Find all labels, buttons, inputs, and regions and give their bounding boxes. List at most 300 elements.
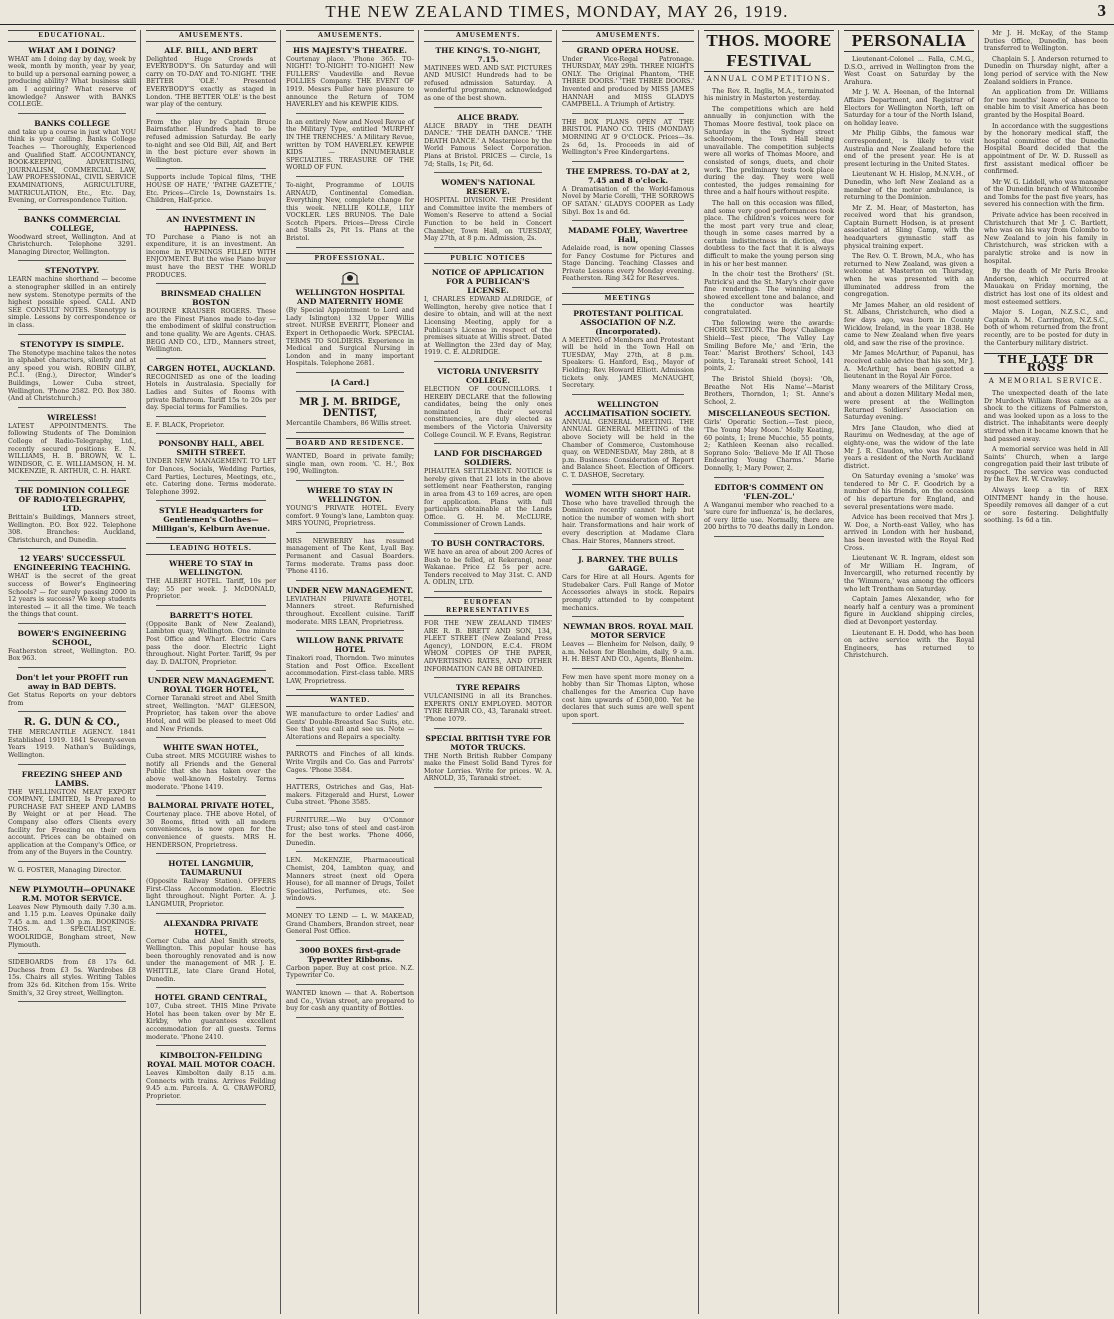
ad-body-text: BOURNE KRAUSER ROGERS. These are the Finest Pianos made to-day — the embodiment of skilful construction and tone quality. We are Agents. CHAS. BEGG AND CO., LTD., Manners street, Wellington.: [146, 307, 276, 354]
ad-heading: NEW PLYMOUTH—OPUNAKE R.M. MOTOR SERVICE.: [8, 884, 136, 903]
ad-body-text: Courtenay place. 'Phone 365. TO-NIGHT! TO-NIGHT! TO-NIGHT! New FULLERS' Vaudeville and Revue FOLLIES Company. THE EVENT OF 1919. Messrs Fuller have pleasure to announce the Return of TOM HAVERLEY and his KEWPIE KIDS.: [286, 54, 414, 109]
article-paragraph: Mr Philip Gibbs, the famous war correspondent, is likely to visit Australia and New Zealand before the end of the present year. He is at present lecturing in the United States.: [844, 129, 974, 168]
ad-body-text: and take up a course in just what YOU think is your calling. Banks College Teaches — Thoroughly, Experienced and Qualified Staff. ACCOUNTANCY, BOOK-KEEPING, ADVERTISING, JOURNALISM, COMMERCIAL LAW, LAW PROFESSIONAL, CIVIL SERVICE EXAMINATIONS, AGRICULTURE, MATRICULATION, Etc., Etc. Day, Evening, or Correspondence Tuition.: [8, 127, 136, 205]
article-paragraph: The Rev. O. T. Brown, M.A., who has returned to New Zealand, was given a welcome at Masterton on Thursday, when he was presented with an illuminated address from the congregation.: [844, 252, 974, 299]
article-paragraph: Captain James Alexander, who for nearly half a century was a prominent figure in Auckland shipping circles, died at Devonport yesterday.: [844, 595, 974, 626]
ad-separator: [296, 480, 404, 481]
advertisement: [562, 309, 694, 390]
advertisement: [8, 266, 136, 329]
ad-heading: TYRE REPAIRS: [455, 683, 521, 693]
advertisement: [146, 743, 276, 791]
ad-separator: [434, 728, 542, 729]
ad-heading: WOMEN'S NATIONAL RESERVE.: [441, 178, 535, 197]
ad-heading: NEWMAN BROS. ROYAL MAIL MOTOR SERVICE: [563, 622, 693, 641]
ad-body-text: MRS NEWBERRY has resumed management of The Kent, Lyall Bay. Permanent and Casual Boarders. Terms moderate. Trams pass door. 'Phone 4116.: [286, 536, 414, 576]
ad-heading: WHAT AM I DOING?: [28, 45, 116, 55]
advertisement: [8, 486, 136, 544]
advertisement: [286, 636, 414, 685]
column-3: [282, 30, 418, 1314]
section-heading: EUROPEAN REPRESENTATIVES: [424, 597, 552, 616]
advertisement: [286, 397, 414, 428]
advertisement: [146, 119, 276, 165]
advertisement: [286, 453, 414, 476]
article-paragraph: The Bristol Shield (boys): 'Oh, Breathe Not His Name'—Marist Brothers, Thorndon, 1; St. Anne's School, 2.: [704, 374, 834, 406]
ad-separator: [434, 172, 542, 173]
advertisement: [8, 959, 136, 997]
ad-separator: [296, 1017, 404, 1018]
article-paragraph: The competitions which are held annually in conjunction with the Thomas Moore festival, took place on Saturday in the Sydney street schoolroom, the Town Hall being unavailable. The competition subjects were all works of Thomas Moore, and consisted of songs, duets, and choir work. The preliminary tests took place during the day. They were well contested, the judges remaining for three and a half hours without respite.: [704, 104, 834, 197]
ad-heading: SPECIAL BRITISH TYRE FOR MOTOR TRUCKS.: [425, 733, 551, 752]
advertisement: [424, 46, 552, 103]
ad-heading: J. BARNEY. THE BULLS GARAGE.: [578, 555, 678, 574]
ad-heading: BOWER'S ENGINEERING SCHOOL,: [17, 628, 127, 647]
ad-body-text: Under Vice-Regal Patronage. THURSDAY, MAY 29th. THREE NIGHTS ONLY. The Original Phantom, 'THE THREE DOORS.' 'THE THREE DOORS.' Invented and produced by MISS JAMES HANNAH and MISS GLADYS CAMPBELL. A Triumph of Artistry.: [562, 54, 694, 109]
advertisement: [8, 867, 136, 875]
ad-body-text: Corner Taranaki street and Abel Smith street, Wellington. 'MAT' GLEESON, Proprietor, has taken over the above Hotel, and will be pleased to meet Old and New Friends.: [146, 694, 276, 733]
ad-heading: WHITE SWAN HOTEL,: [163, 743, 259, 753]
article-paragraph: Mr James McArthur, of Papanui, has received cable advice that his son, Mr J. A. McArthur, has been gazetted a lieutenant in the Royal Air Force.: [844, 349, 974, 381]
article-paragraph: In the choir test the Brothers' (St. Patrick's) and the St. Mary's choir gave fine renderings. The winning choir showed excellent tone and balance, and the conductor was heartily congratulated.: [704, 270, 834, 317]
advertisement: [286, 857, 414, 903]
ad-heading: ALICE BRADY.: [457, 112, 519, 122]
ad-separator: [434, 361, 542, 362]
ad-separator: [296, 532, 404, 533]
ad-body-text: Leaves Kimbolton daily 8.15 a.m. Connects with trains. Arrives Feilding 9.45 a.m. Parcels. A. G. CRAWFORD, Proprietor.: [146, 1069, 276, 1100]
section-heading: PROFESSIONAL.: [286, 253, 414, 265]
ad-body-text: UNDER NEW MANAGEMENT. TO LET for Dances, Socials, Wedding Parties, Card Parties, Lectures, Meetings, etc., etc. Catering done. Terms moderate. Telephone 3992.: [146, 457, 276, 496]
advertisement: [8, 215, 136, 257]
article-paragraph: Lieutenant E. H. Dodd, who has been on active service with the Royal Engineers, has returned to Christchurch.: [844, 628, 974, 660]
section-heading: AMUSEMENTS.: [424, 30, 552, 42]
column-rule: [698, 30, 699, 1314]
ad-body-text: THE North British Rubber Company make the Finest Solid Band Tyres for Motor Lorries. Write for prices. W. A. ARNOLD, 35, Taranaki street.: [424, 751, 552, 783]
advertisement: [562, 490, 694, 546]
article-paragraph: Lieutenant W. R. Ingram, eldest son of Mr William H. Ingram, of Invercargill, who returned recently by the 'Wimmera,' was among the officers who left Trentham on Saturday.: [844, 554, 974, 593]
ad-separator: [296, 113, 404, 114]
ad-separator: [572, 220, 684, 221]
column-rule: [418, 30, 419, 1314]
ad-separator: [18, 113, 126, 114]
ad-body-text: HATTERS, Ostriches and Gas, Hat-makers. Fitzgerald and Hurst, Lower Cuba street. 'Phone 3585.: [286, 783, 414, 807]
ad-body-text: Cuba street. MRS MCGUIRE wishes to notify all Friends and the General Public that she has taken over the above well-known Hostelry. Terms moderate. 'Phone 1419.: [146, 752, 276, 791]
subheading: ANNUAL COMPETITIONS.: [706, 75, 832, 83]
advertisement: [8, 885, 136, 950]
ad-body-text: WANTED, Board in private family; single man, own room. 'C. H.', Box 190, Wellington.: [286, 452, 414, 476]
advertisement: [146, 559, 276, 601]
ad-separator: [156, 737, 266, 738]
ad-body-text: LEVIATHAN PRIVATE HOTEL, Manners street. Refurnished throughout. Excellent cuisine. Tariff moderate. MRS LEAN, Proprietress.: [286, 594, 414, 626]
section-heading: AMUSEMENTS.: [286, 30, 414, 42]
ad-separator: [434, 787, 542, 788]
ad-heading: LAND FOR DISCHARGED SOLDIERS.: [433, 449, 543, 468]
ad-body-text: (By Special Appointment to Lord and Lady Islington) 132 Upper Willis street. NURSE EVERITT, Pioneer and Expert in Orthopaedic Work. SPECIAL TERMS TO SOLDIERS. Experience in Medical and Surgical Nursing in London and in many important Hospitals. Telephone 2681.: [286, 306, 414, 368]
ad-body-text: WE manufacture to order Ladies' and Gents' Double-Breasted Sac Suits, etc. See that you call and see us. Note — Alterations and Repairs a specialty.: [286, 710, 414, 741]
article-heading: THE LATE DR ROSS: [984, 353, 1108, 374]
ad-separator: [572, 549, 684, 550]
ad-separator: [18, 1001, 126, 1002]
ad-separator: [156, 853, 266, 854]
advertisement: [704, 483, 834, 532]
advertisement: [146, 919, 276, 984]
ad-body-text: Woodward street, Wellington. And at Christchurch. Telephone 3291. Managing Director, Wellington.: [8, 232, 136, 256]
ad-separator: [156, 416, 266, 417]
royal-crest-icon: [339, 268, 361, 286]
ad-separator: [18, 953, 126, 954]
ad-separator: [296, 778, 404, 779]
ad-body-text: In an entirely New and Novel Revue of the Military Type, entitled 'MURPHY IN THE TRENCHES.' A Military Revue, written by TOM HAVERLEY. KEWPIE KIDS — INNUMERABLE SPECIALTIES. TREASURE OF THE WORLD OF FUN.: [286, 117, 414, 172]
ad-body-text: FOR THE 'NEW ZEALAND TIMES' ARE R. B. BRETT AND SON, 134, FLEET STREET (New Zealand Press Agency), LONDON, E.C.4. FROM WHOM COPIES OF THE PAPER, ADVERTISING RATES, AND OTHER INFORMATION CAN BE OBTAINED.: [424, 619, 552, 673]
article-paragraph: Mrs Jane Claudon, who died at Raurimu on Wednesday, at the age of eighty-one, was the widow of the late Mr J. R. Claudon, who was for many years a resident of the North Auckland district.: [844, 423, 974, 470]
ad-separator: [296, 940, 404, 941]
ad-body-text: Leaves — Blenheim for Nelson, daily, 9 a.m. Nelson for Blenheim, daily, 9 a.m. H. H. BEST AND CO., Agents, Blenheim.: [562, 640, 694, 664]
ad-separator: [296, 851, 404, 852]
ad-heading: STENOTYPY IS SIMPLE.: [20, 339, 124, 349]
advertisement: [562, 674, 694, 720]
ad-heading: PROTESTANT POLITICAL ASSOCIATION OF N.Z. (Incorporated).: [573, 308, 683, 336]
ad-separator: [434, 591, 542, 592]
advertisement: [562, 400, 694, 480]
ad-body-text: WHAT is the secret of the great success of Bower's Engineering Schools? — for surely passing 2000 in 12 years is success? We keep students interested — it all the time. We teach the things that count.: [8, 572, 136, 619]
article-paragraph: By the death of Mr Paris Brooke Anderson, which occurred at Mauakau on Friday morning, the district has lost one of its oldest and most esteemed settlers.: [984, 267, 1108, 306]
ad-separator: [572, 668, 684, 669]
ad-body-text: MONEY TO LEND — L. W. MAKEAD, Grand Chambers, Brandon street, near General Post Office.: [286, 911, 414, 936]
column-rule: [838, 30, 839, 1314]
advertisement: [424, 178, 552, 243]
ad-heading: BANKS COLLEGE: [34, 118, 110, 128]
advertisement: [286, 268, 414, 368]
advertisement: [8, 413, 136, 476]
ad-body-text: A Dramatisation of the World-famous Novel by Marie Corelli, 'THE SORROWS OF SATAN.' GLADYS COOPER as Lady Sibyl. Box 1s and 6d.: [562, 184, 694, 216]
ad-separator: [18, 407, 126, 408]
ad-separator: [296, 689, 404, 690]
ad-separator: [156, 913, 266, 914]
advertisement: [8, 340, 136, 403]
ad-body-text: FURNITURE.—We buy O'Connor Trust; also tons of steel and cast-iron for the best works. 'Phone 4066, Dunedin.: [286, 816, 414, 847]
ad-heading: BANKS COMMERCIAL COLLEGE,: [23, 214, 121, 233]
ad-separator: [156, 1045, 266, 1046]
ad-separator: [296, 984, 404, 985]
ad-heading: FREEZING SHEEP AND LAMBS.: [21, 769, 123, 788]
ad-body-text: Cars for Hire at all Hours. Agents for Studebaker Cars. Full Range of Motor Accessories always in stock. Repairs promptly attended to by competent mechanics.: [562, 573, 694, 612]
column-rule: [556, 30, 557, 1314]
article-paragraph: Major S. Logan, N.Z.S.C., and Captain A. M. Carrington, N.Z.S.C., both of whom returned from the front recently, are to be posted for duty in the Canterbury military district.: [984, 308, 1108, 347]
ad-heading: BARRETT'S HOTEL: [169, 610, 253, 620]
advertisement: [424, 620, 552, 673]
ad-body-text: Adelaide road, is now opening Classes for Fancy Costume for Pictures and Stage Dancing. Teaching Classes and Private Lessons every Monday evening. Featherston. Ring 342 for Reserves.: [562, 244, 694, 283]
ad-heading: THE EMPRESS. TO-DAY at 2, 7.45 and 8 o'clock.: [566, 166, 690, 185]
ad-heading: EDITOR'S COMMENT ON 'FLEN-ZOL.': [714, 482, 824, 501]
ad-separator: [156, 987, 266, 988]
ad-separator: [296, 372, 404, 373]
advertisement: [146, 993, 276, 1041]
advertisement: [424, 367, 552, 439]
ad-heading: HOTEL LANGMUIR, TAUMARUNUI: [168, 859, 254, 878]
ad-heading: 12 YEARS' SUCCESSFUL ENGINEERING TEACHING.: [13, 554, 131, 573]
article-paragraph: Mr W. G. Liddell, who was manager of the Dunedin branch of Whitcombe and Tombs for the past five years, has severed his connection with the firm.: [984, 177, 1108, 209]
advertisement: [146, 801, 276, 849]
advertisement: [286, 486, 414, 528]
article-paragraph: Private advice has been received in Christchurch that Mr J. C. Bartlett, who was on his way from Colombo to New Zealand to join his family in Christchurch, was stricken with a paralytic stroke and is now in hospital.: [984, 211, 1108, 265]
ad-body-text: The Stenotype machine takes the notes in alphabet characters, silently and at any speed you wish. ROBIN GILBY, P.C.I. (Eng.), Director, Winder's Buildings, Lower Cuba street, Wellington. 'Phone 2582. P.O. Box 380. (And at Christchurch.): [8, 348, 136, 403]
ad-separator: [434, 533, 542, 534]
article-paragraph: The unexpected death of the late Dr Murdoch William Ross came as a shock to the citizens of Palmerston, and was looked upon as a loss to the district. The inhabitants were deeply stirred when it became known that he had passed away.: [984, 388, 1108, 443]
advertisement: [146, 439, 276, 496]
advertisement: [8, 770, 136, 857]
column-1: [4, 30, 140, 1314]
advertisement: [562, 46, 694, 109]
ad-separator: [296, 580, 404, 581]
article-paragraph: Mr J. H. McKay, of the Stamp Duties Office, Dunedin, has been transferred to Wellington.: [984, 30, 1108, 53]
advertisement: [286, 182, 414, 243]
article-paragraph: An application from Dr. Williams for two months' leave of absence to enable him to visit America has been granted by the Hospital Board.: [984, 88, 1108, 119]
ad-body-text: PARROTS and Finches of all kinds. Write Virgils and Co. Gas and Parrots' Cages. 'Phone 3584.: [286, 750, 414, 774]
ad-body-text: WANTED known — that A. Robertson and Co., Vivian street, are prepared to buy for cash any quantity of Bottles.: [286, 988, 414, 1013]
advertisement: [146, 859, 276, 908]
ad-body-text: W. G. FOSTER, Managing Director.: [8, 865, 122, 874]
ad-body-text: Corner Cuba and Abel Smith streets, Wellington. This popular house has been thoroughly renovated and is now under the management of MR J. E. WHITTLE, late Clare Grand Hotel, Dunedin.: [146, 936, 276, 983]
ad-heading: CARGEN HOTEL, AUCKLAND.: [146, 363, 276, 373]
ad-separator: [156, 358, 266, 359]
ad-separator: [572, 484, 684, 485]
advertisement: [286, 913, 414, 936]
ad-body-text: (Opposite Bank of New Zealand), Lambton quay, Wellington. One minute Post Office and Wharf. Electric Cars pass the door. Electric Light throughout. Night Porter. Tariff, 9s per day. D. DALTON, Proprietor.: [146, 619, 276, 666]
ad-body-text: LEARN machine shorthand — become a stenographer skilled in an entirely new system. Stenotype permits of the highest possible speed. CALL AND SEE CONSULT NOTES. Stenotypy is simple. Lessons by correspondence or in class.: [8, 275, 136, 330]
column-8: [980, 30, 1112, 1314]
ad-separator: [18, 861, 126, 862]
column-6: [700, 30, 838, 1314]
advertisement: [286, 46, 414, 109]
ad-separator: [18, 209, 126, 210]
ad-body-text: TO Purchase a Piano is not an expenditure, it is an investment. An income in EVENINGS FILLED WITH ENJOYMENT. But the wise Piano buyer must have the BEST THE WORLD PRODUCES.: [146, 232, 276, 279]
ad-heading: AN INVESTMENT IN HAPPINESS.: [166, 214, 256, 233]
section-heading: WANTED.: [286, 695, 414, 707]
ad-separator: [714, 536, 824, 537]
ad-separator: [296, 630, 404, 631]
ad-separator: [572, 287, 684, 288]
ad-heading: WIRELESS!: [47, 412, 97, 422]
article-paragraph: The hall on this occasion was filled, and some very good performances took place. The children's voices were for the most part very true and clear, though in some cases marred by a certain indistinctness in diction, due doubtless to the fact that it is always difficult to make the young person sing in his or her best manner.: [704, 198, 834, 268]
ad-separator: [434, 247, 542, 248]
ad-separator: [156, 433, 266, 434]
ad-heading: NOTICE OF APPLICATION FOR A PUBLICAN'S LICENSE.: [431, 268, 545, 296]
feature-heading: THOS. MOORE FESTIVAL: [704, 30, 834, 72]
ad-separator: [572, 394, 684, 395]
advertisement: [146, 289, 276, 354]
ad-body-text: PIHAUTEA SETTLEMENT. NOTICE is hereby given that 21 lots in the above settlement near Featherston, ranging in area from 43 to 169 acres, are open for application. Plans with full particulars obtainable at the Lands Office. G. H. M. McCLURE, Commissioner of Crown Lands.: [424, 467, 552, 529]
advertisement: [704, 409, 834, 472]
ad-separator: [296, 811, 404, 812]
ad-body-text: WE have an area of about 200 Acres of Bush to be felled, at Rekerangi, near Wakanae. Price £2 5s per acre. Tenders received to May 31st. C. AND A. ODLIN, LTD.: [424, 547, 552, 587]
ad-heading: STENOTYPY.: [44, 266, 100, 276]
ad-body-text: Supports include Topical films, 'THE HOUSE OF HATE,' 'PATHE GAZETTE,' Etc. Prices—Circle 1s, Downstairs 1s. Children, Half-price.: [146, 173, 276, 205]
ad-separator: [156, 500, 266, 501]
page-number: 3: [1097, 1, 1106, 20]
ad-separator: [296, 745, 404, 746]
ad-separator: [572, 113, 684, 114]
article-paragraph: The following were the awards: CHOIR SECTION. The Boys' Challenge Shield—Test piece, 'The Valley Lay Smiling Before Me,' and 'Erin, the Tear.' Marist Brothers' School, 143 points, 1; Taranaki street School, 141 points, 2.: [704, 318, 834, 373]
ad-separator: [572, 161, 684, 162]
article-paragraph: A memorial service was held in All Saints' Church, when a large congregation paid their last tribute of respect. The service was conducted by the Rev. H. W. Crawley.: [984, 445, 1108, 484]
ad-heading: VICTORIA UNIVERSITY COLLEGE.: [437, 367, 539, 386]
ad-heading: MADAME FOLEY, Wavertree Hall,: [568, 226, 688, 245]
ad-separator: [156, 283, 266, 284]
advertisement: [562, 226, 694, 283]
ad-body-text: 107, Cuba street. THIS Mine Private Hotel has been taken over by Mr E. Kirkby, who guarantees excellent accommodation for all guests. Terms moderate. 'Phone 2410.: [146, 1002, 276, 1041]
ad-body-text: MATINEES WED. AND SAT. PICTURES AND MUSIC! Hundreds had to be refused admission Saturday. A wonderful programme, acknowledged as one of the best shown.: [424, 63, 552, 102]
ad-body-text: THE BOX PLANS OPEN AT THE BRISTOL PIANO CO. THIS (MONDAY) MORNING AT 9 O'CLOCK. Prices—3s. 2s 6d, 1s. Proceeds in aid of Wellington's Free Kindergartens.: [562, 117, 694, 157]
ad-body-text: THE MERCANTILE AGENCY. 1841 Established 1919. 1841 Seventy-seven Years 1919. Nathan's Buildings, Wellington.: [8, 728, 136, 760]
ad-body-text: HOSPITAL DIVISION. THE President and Committee invite the members of Women's Reserve to attend a Social Function to be held in Concert Chamber, Town Hall, on TUESDAY, May 27th, at 8 p.m. Admission, 2s.: [424, 196, 552, 243]
ad-display-name: R. G. DUN & CO.,: [24, 717, 120, 729]
ad-body-text: ELECTION OF COUNCILLORS. I HEREBY DECLARE that the following candidates, being the only ones nominated in their several constituencies, are duly elected as members of the Victoria University College Council. W. F. Evans, Registrar.: [424, 385, 552, 439]
advertisement: [286, 538, 414, 576]
column-7: [840, 30, 978, 1314]
ad-separator: [18, 879, 126, 880]
ad-body-text: Those who have travelled through the Dominion recently cannot help but notice the number of women with short hair. Transformations and hair work of every description at Madame Clara Chas. Hair Stores, Manners street.: [562, 498, 694, 545]
advertisement: [146, 1051, 276, 1100]
advertisement: [286, 378, 414, 387]
ad-display-name: MR J. M. BRIDGE, DENTIST,: [299, 397, 401, 419]
ad-separator: [156, 537, 266, 538]
ad-body-text: Carbon paper. Buy at cost price. N.Z. Typewriter Co.: [286, 963, 414, 980]
advertisement: [562, 622, 694, 664]
ad-separator: [156, 113, 266, 114]
ad-separator: [572, 723, 684, 724]
ad-heading: WILLOW BANK PRIVATE HOTEL: [296, 636, 404, 655]
column-5: [558, 30, 698, 1314]
section-heading: PUBLIC NOTICES: [424, 253, 552, 265]
ad-heading: MISCELLANEOUS SECTION.: [707, 409, 831, 419]
article-paragraph: In accordance with the suggestions by the honorary medical staff, the hospital committee of the Dunedin Hospital Board decided that the appointment of Dr. W. D. Russell as first assistant medical officer be confirmed.: [984, 121, 1108, 176]
advertisement: [424, 449, 552, 529]
column-2: [142, 30, 280, 1314]
section-heading: EDUCATIONAL.: [8, 30, 136, 42]
advertisement: [146, 611, 276, 667]
ad-body-text: Get Status Reports on your debtors from: [8, 691, 136, 707]
ad-separator: [572, 616, 684, 617]
ad-body-text: Leaves New Plymouth daily 7.30 a.m. and 1.15 p.m. Leaves Opunake daily 7.45 a.m. and 1.30 p.m. BOOKINGS: THOS. A. SPECIALIST, E. WOOLRIDGE, Bongham street, New Plymouth.: [8, 902, 136, 949]
advertisement: [424, 539, 552, 587]
advertisement: [8, 46, 136, 109]
ad-body-text: LATEST APPOINTMENTS. The following Students of The Dominion College of Radio-Telegraphy, Ltd., recently secured positions: E. N. WILLIAMS, H. B. BROWN, W. L. WINDSOR, C. E. WILLIAMSON, H. M. MCKENZIE, R. ARTHUR, C. H. HART.: [8, 421, 136, 476]
article-paragraph: Chaplain S. J. Anderson returned to Dunedin on Thursday night, after a long period of service with the New Zealand soldiers in France.: [984, 54, 1108, 86]
ad-body-text: Brittain's Buildings, Manners street, Wellington. P.O. Box 922. Telephone 308. Branches: Auckland, Christchurch, and Dunedin.: [8, 512, 136, 544]
ad-separator: [18, 480, 126, 481]
ad-heading: HOTEL GRAND CENTRAL,: [154, 993, 268, 1003]
ad-separator: [156, 209, 266, 210]
advertisement: [146, 215, 276, 280]
ad-heading: TO BUSH CONTRACTORS.: [431, 538, 545, 548]
advertisement: [562, 119, 694, 157]
advertisement: [286, 817, 414, 847]
ad-heading: WHERE TO STAY IN WELLINGTON.: [307, 485, 393, 504]
section-heading: AMUSEMENTS.: [146, 30, 276, 42]
ad-body-text: ALICE BRADY in 'THE DEATH DANCE.' 'THE DEATH DANCE.' 'THE DEATH DANCE.' A Masterpiece by the World Famous Select Corporation. Plans at Bristol. PRICES — Circle, 1s 7d; Stalls, 1s; Pit, 6d.: [424, 121, 552, 168]
advertisement: [286, 586, 414, 626]
ad-body-text: SIDEBOARDS from £8 17s 6d. Duchess from £3 5s. Wardrobes £8 15s. Chairs all styles. Writing Tables from 32s 6d. Kitchen from 15s. Write Smith's, 32 Grey street, Wellington.: [8, 958, 136, 997]
advertisement: [286, 990, 414, 1013]
ad-body-text: Delighted Huge Crowds at EVERYBODY'S. On Saturday and will carry on TO-DAY and TO-NIGHT. 'THE BETTER 'OLE.' Presented EVERYBODY'S exactly as staged in London. 'THE BETTER 'OLE' is the best war play of the century.: [146, 54, 276, 109]
ad-separator: [156, 670, 266, 671]
ad-separator: [296, 391, 404, 392]
ad-heading: GRAND OPERA HOUSE.: [576, 45, 680, 55]
ad-body-text: RECOGNISED as one of the leading Hotels in Australasia. Specially for Ladies and Suites of Rooms with private Bathroom. Tariff 15s to 20s per day. Special terms for Families.: [146, 372, 276, 412]
ad-separator: [156, 168, 266, 169]
ad-separator: [296, 176, 404, 177]
advertisement: [286, 946, 414, 980]
ad-body-text: Mercantile Chambers, 86 Willis street.: [286, 419, 412, 427]
ad-separator: [18, 334, 126, 335]
ad-heading: STYLE Headquarters for Gentlemen's Clothes—Milligan's, Kelburn Avenue.: [151, 506, 271, 534]
advertisement: [286, 784, 414, 807]
column-rule: [140, 30, 141, 1314]
ad-body-text: Girls' Operatic Section.—Test piece, 'The Young May Moon.' Molly Keating, 60 points, 1; Irene Mucchie, 55 points, 2; Kathleen Keenan also recalled. Soprano Solo: 'Believe Me If All Those Endearing Young Charms.' Marie Donnelly, 1; Mary Power, 2.: [704, 418, 834, 472]
article-paragraph: Advice has been received that Mrs J. W. Doe, a North-east Valley, who has arrived in London with her husband, has been invested with the Royal Red Cross.: [844, 513, 974, 552]
section-heading: BOARD AND RESIDENCE.: [286, 438, 414, 450]
ad-body-text: E. F. BLACK, Proprietor.: [146, 420, 225, 429]
advertisement: [424, 683, 552, 723]
advertisement: [286, 751, 414, 774]
advertisement: [424, 268, 552, 357]
ad-heading: WOMEN WITH SHORT HAIR.: [565, 489, 691, 499]
article-paragraph: The Rev. R. Inglis, M.A., terminated his ministry in Masterton yesterday.: [704, 86, 834, 103]
ad-separator: [296, 247, 404, 248]
ad-body-text: Featherston street, Wellington. P.O. Box 963.: [8, 646, 136, 663]
advertisement: [146, 364, 276, 412]
ad-separator: [434, 107, 542, 108]
ad-separator: [714, 477, 824, 478]
ad-heading: WHERE TO STAY in WELLINGTON.: [169, 558, 253, 577]
ad-heading: THE DOMINION COLLEGE OF RADIO-TELEGRAPHY, LTD.: [14, 485, 130, 513]
ad-body-text: WHAT am I doing day by day, week by week, month by month, year by year, to build up a personal earning power, a producing ability? What business skill am I acquiring? What reserve of knowledge? Answer with BANKS COLLEGE.: [8, 54, 136, 109]
ad-heading: UNDER NEW MANAGEMENT. ROYAL TIGER HOTEL,: [147, 676, 275, 695]
article-paragraph: Always keep a tin of REX OINTMENT handy in the house. Speedily removes all danger of a cut or sore festering. Delightfully soothing. 1s 6d a tin.: [984, 486, 1108, 525]
ad-separator: [434, 443, 542, 444]
ad-body-text: THE ALBERT HOTEL. Tariff, 10s per day; 55 per week. J. McDONALD, Proprietor.: [146, 576, 276, 601]
ad-body-text: VULCANISING in all its Branches. EXPERTS ONLY EMPLOYED. MOTOR TYRE REPAIR CO., 43, Taranaki street. 'Phone 1079.: [424, 692, 552, 724]
column-4: [420, 30, 556, 1314]
ad-heading: HIS MAJESTY'S THEATRE.: [292, 45, 408, 55]
article-paragraph: Many wearers of the Military Cross, and about a dozen Military Medal men, were present at the Wellington Returned Soldiers' Association on Saturday evening.: [844, 382, 974, 422]
section-heading: LEADING HOTELS.: [146, 543, 276, 555]
advertisement: [286, 119, 414, 172]
advertisement: [424, 113, 552, 169]
ad-separator: [18, 667, 126, 668]
ad-separator: [156, 1104, 266, 1105]
advertisement: [146, 676, 276, 733]
ad-body-text: ANNUAL GENERAL MEETING. THE ANNUAL GENERAL MEETING of the above Society will be held in the Chamber of Commerce, Customhouse quay, on WEDNESDAY, May 28th, at 8 p.m. Business: Consideration of Report and Balance Sheet. Election of Officers. C. T. DASHOE, Secretary.: [562, 417, 694, 479]
ad-body-text: YOUNG'S PRIVATE HOTEL. Every comfort. 9 Young's lane, Lambton quay. MRS YOUNG, Proprietress.: [286, 503, 414, 528]
ad-separator: [18, 548, 126, 549]
ad-body-text: A MEETING of Members and Protestant will be held in the Town Hall on TUESDAY, May 27th, at 8 p.m. Speakers: G. Hanford, Esq., Mayor of Fielding; Rev. Howard Elliott. Admission tickets only. JAMES McNAUGHT, Secretary.: [562, 335, 694, 390]
ad-heading: UNDER NEW MANAGEMENT.: [286, 585, 414, 595]
article-paragraph: Lieutenant-Colonel ... Falla, C.M.G., D.S.O., arrived in Wellington from the West Coast on Saturday by the Arahura.: [844, 55, 974, 86]
ad-heading: BRINSMEAD CHALLEN BOSTON: [160, 289, 262, 308]
ad-body-text: Few men have spent more money on a hobby than Sir Thomas Lipton, whose challenges for the America Cup have cost him upwards of £500,000. Yet he declares that such sums are well spent upon sport.: [562, 672, 694, 719]
section-heading: AMUSEMENTS.: [562, 30, 694, 42]
ad-body-text: (Opposite Railway Station). OFFERS First-Class Accommodation. Electric light throughout. Night Porter. A. J. LANGMUIR, Proprietor.: [146, 877, 276, 908]
ad-separator: [18, 764, 126, 765]
advertisement: [424, 734, 552, 783]
ad-heading: 3000 BOXES first-grade Typewriter Ribbons.: [299, 945, 401, 964]
ad-separator: [156, 605, 266, 606]
advertisement: [562, 167, 694, 216]
ad-separator: [18, 711, 126, 712]
ad-body-text: LEN. McKENZIE, Pharmaceutical Chemist, 204, Lambton quay, and Manners street (next old Opera House), for all manner of Drugs, Toilet Specialties, Perfumes, etc. See windows.: [286, 856, 414, 903]
ad-body-text: Courtenay place. THE above Hotel, of 30 Rooms, fitted with all modern conveniences, is now open for the convenience of guests. MRS H. HENDERSON, Proprietress.: [146, 810, 276, 849]
ad-heading: BALMORAL PRIVATE HOTEL,: [147, 801, 275, 811]
ad-heading: ALF. BILL, AND BERT: [164, 45, 258, 55]
